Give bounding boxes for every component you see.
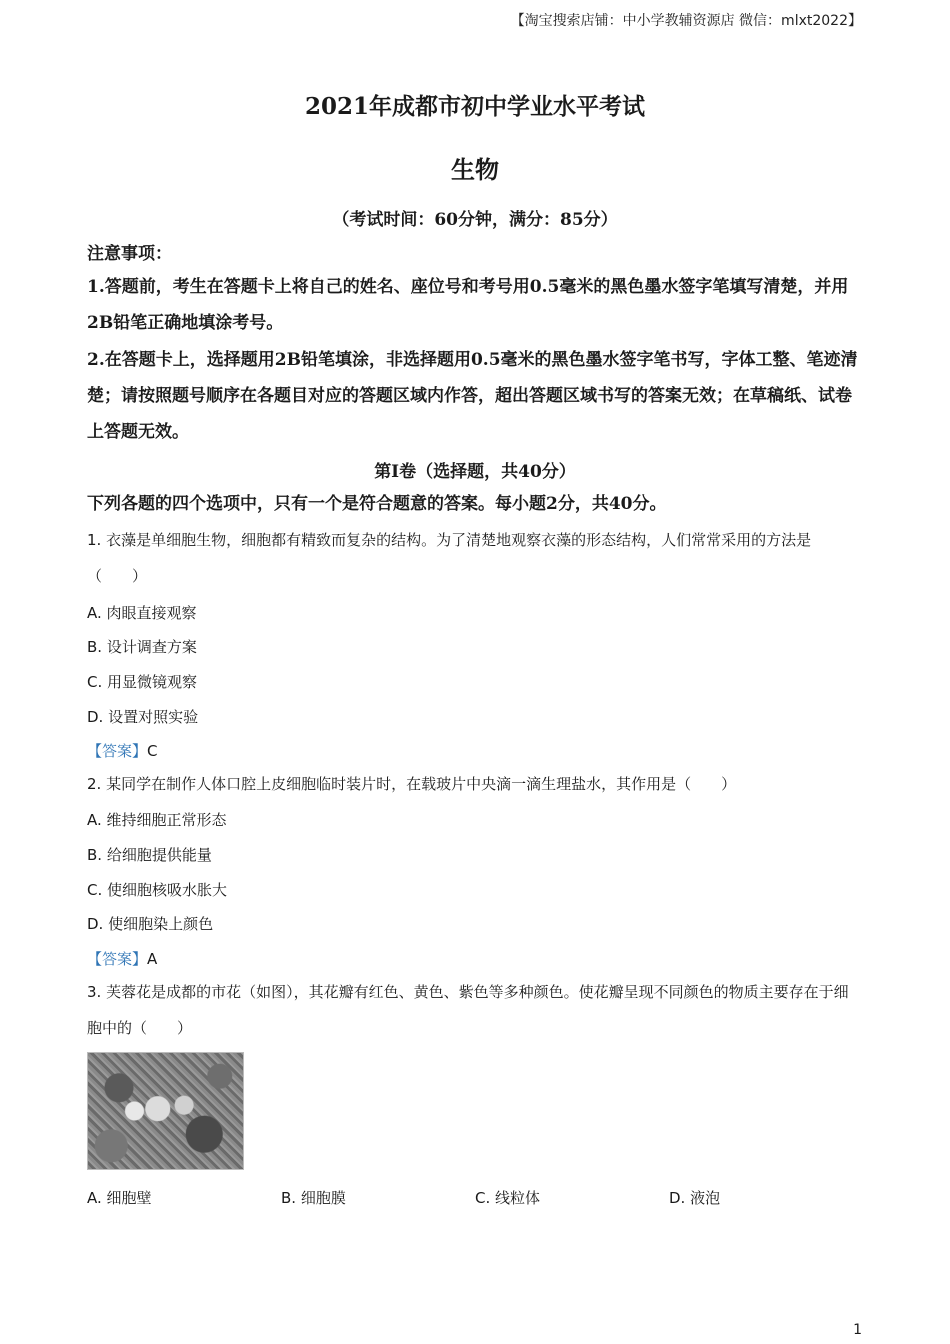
option-a: A. 肉眼直接观察	[87, 604, 197, 622]
option-c: C. 线粒体	[475, 1189, 541, 1207]
question-3	[87, 974, 863, 1046]
notice-heading: 注意事项：	[87, 244, 172, 264]
question-text: 衣藻是单细胞生物，细胞都有精致而复杂的结构。为了清楚地观察衣藻的形态结构，人们常常采用的方法是（ ）	[87, 531, 812, 585]
option-b: B. 设计调查方案	[87, 638, 197, 656]
answer-value: A	[147, 950, 158, 968]
question-2	[87, 766, 863, 802]
page-number: 1	[853, 1322, 862, 1338]
option-d: D. 液泡	[669, 1189, 721, 1207]
question-1	[87, 522, 863, 594]
instructions: 下列各题的四个选项中，只有一个是符合题意的答案。每小题2分，共40分。	[87, 494, 667, 514]
question-text: 芙蓉花是成都的市花（如图），其花瓣有红色、黄色、紫色等多种颜色。使花瓣呈现不同颜色的物质主要存在于细胞中的（ ）	[87, 983, 849, 1037]
answer-2	[87, 948, 157, 969]
question-text: 某同学在制作人体口腔上皮细胞临时装片时，在载玻片中央滴一滴生理盐水，其作用是（ ）	[106, 775, 737, 793]
option-a: A. 维持细胞正常形态	[87, 811, 227, 829]
option-b: B. 给细胞提供能量	[87, 846, 212, 864]
time-info: （考试时间：60分钟，满分：85分）	[332, 210, 618, 230]
section-title: 第Ⅰ卷（选择题，共40分）	[374, 462, 576, 482]
option-c: C. 用显微镜观察	[87, 673, 198, 691]
option-d: D. 使细胞染上颜色	[87, 915, 214, 933]
notice-item-1: 1.答题前，考生在答题卡上将自己的姓名、座位号和考号用0.5毫米的黑色墨水签字笔填写清楚，并用2B铅笔正确地填涂考号。	[87, 277, 849, 333]
hibiscus-flower-photo	[87, 1052, 244, 1170]
question-number: 1.	[87, 531, 102, 549]
option-b: B. 细胞膜	[281, 1189, 346, 1207]
question-number: 2.	[87, 775, 102, 793]
option-a: A. 细胞壁	[87, 1189, 152, 1207]
question-number: 3.	[87, 983, 102, 1001]
subject-title: 生物	[451, 155, 499, 184]
exam-title: 2021年成都市初中学业水平考试	[304, 93, 645, 120]
header-note: 【淘宝搜索店铺：中小学教辅资源店 微信：mlxt2022】	[510, 13, 862, 29]
notice-item-2: 2.在答题卡上，选择题用2B铅笔填涂，非选择题用0.5毫米的黑色墨水签字笔书写，字体工整、笔迹清楚；请按照题号顺序在各题目对应的答题区域内作答，超出答题区域书写的答案无效；在草稿纸、试卷上答题无效。	[87, 350, 858, 442]
answer-tag: 【答案】	[87, 742, 148, 760]
option-d: D. 设置对照实验	[87, 708, 199, 726]
answer-1	[87, 740, 158, 761]
answer-value: C	[147, 742, 158, 760]
option-c: C. 使细胞核吸水胀大	[87, 881, 228, 899]
answer-tag: 【答案】	[87, 950, 148, 968]
